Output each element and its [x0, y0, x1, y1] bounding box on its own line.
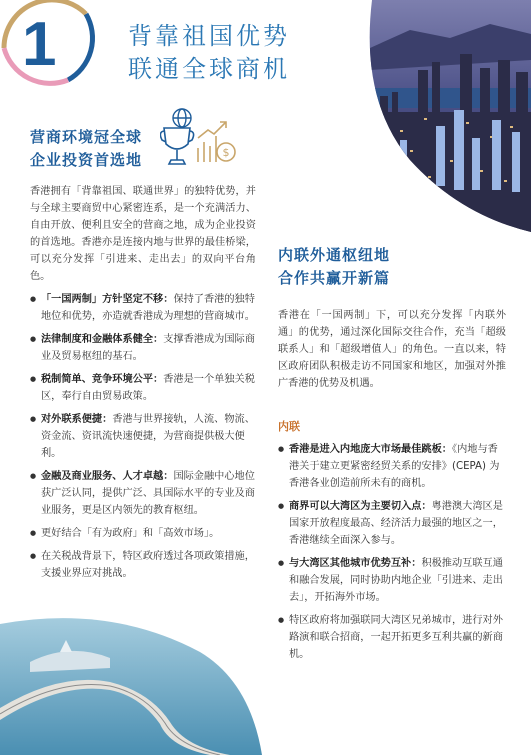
page-title: [128, 20, 290, 86]
bullet-text: 国际金融中心地位获广泛认同，提供广泛、具国际水平的专业及商业服务，更是区内领先的教育枢纽。: [41, 471, 255, 516]
bridge-photo: [0, 612, 262, 755]
bullet-lead: 香港是进入内地庞大市场最佳跳板：: [289, 444, 452, 455]
page-title-line-1: 背靠祖国优势: [128, 22, 290, 50]
bullet-text: 香港与世界接轨，人流、物流、资金流、资讯流快速便捷，为营商提供极大便利。: [41, 414, 255, 459]
hong-kong-skyline-photo: [340, 0, 531, 232]
left-heading-line-1: 营商环境冠全球: [30, 128, 143, 146]
list-item: [30, 371, 256, 405]
list-item: [30, 525, 256, 542]
bullet-lead: 税制简单、竞争环境公平：: [41, 374, 164, 385]
bullet-text: 粤港澳大湾区是国家开放程度最高、经济活力最强的地区之一，香港继续全面深入参与。: [289, 501, 503, 546]
list-item: [30, 548, 256, 582]
list-item: [30, 468, 256, 519]
right-section-heading: [278, 244, 390, 290]
bullet-text: 支撑香港成为国际商业及贸易枢纽的基石。: [41, 334, 255, 362]
list-item: [278, 612, 506, 663]
bullet-text: 在关税战背景下，特区政府透过各项政策措施，支援业界应对挑战。: [41, 551, 255, 579]
dollar-coin-icon: [217, 143, 235, 161]
list-item: [30, 411, 256, 462]
bullet-lead: 金融及商业服务、人才卓越：: [41, 471, 174, 482]
bullet-lead: 法律制度和金融体系健全：: [41, 334, 164, 345]
bullet-text: 《内地与香港关于建立更紧密经贸关系的安排》(CEPA) 为香港各业创造前所未有的商机。: [289, 444, 500, 489]
left-intro-paragraph: 香港拥有「背靠祖国、联通世界」的独特优势，并与全球主要商贸中心紧密连系，是一个充满活力、自由开放、便利且安全的营商之地，成为企业投资的首选地。香港亦是连接内地与世界的最佳桥梁，可以充分发挥「引进来、走出去」的双向平台角色。: [30, 186, 256, 282]
bullet-text: 保持了香港的独特地位和优势，亦造就香港成为理想的营商城市。: [41, 294, 255, 322]
left-heading-line-2: 企业投资首选地: [30, 151, 143, 169]
section-number: 1: [22, 10, 57, 79]
investment-icon-group: [160, 108, 238, 172]
left-section-heading: [30, 126, 142, 172]
svg-text:$: $: [222, 146, 230, 159]
right-heading-line-1: 内联外通枢纽地: [278, 246, 391, 264]
bullet-lead: 商界可以大湾区为主要切入点：: [289, 501, 432, 512]
right-intro-paragraph: 香港在「一国两制」下，可以充分发挥「内联外通」的优势，通过深化国际交往合作，充当「超级联系人」和「超级增值人」的角色。一直以来，特区政府团队积极走访不同国家和地区，加强对外推广香港的优势及机遇。: [278, 310, 506, 389]
bullet-text: 特区政府将加强联同大湾区兄弟城市，进行对外路演和联合招商，一起开拓更多互利共赢的新商机。: [289, 615, 503, 660]
bullet-text: 香港是一个单独关税区，奉行自由贸易政策。: [41, 374, 255, 402]
list-item: [30, 291, 256, 325]
bullet-lead: 与大湾区其他城市优势互补：: [289, 558, 422, 569]
list-item: [278, 498, 506, 549]
bullet-text: 积极推动互联互通和融合发展，同时协助内地企业「引进来、走出去」，开拓海外市场。: [289, 558, 503, 603]
list-item: [30, 331, 256, 365]
list-item: [278, 555, 506, 606]
globe-icon: [173, 109, 191, 127]
right-bullet-list: [278, 441, 506, 669]
page-title-line-2: 联通全球商机: [128, 55, 290, 83]
right-subheading: 内联: [278, 420, 300, 433]
left-bullet-list: [30, 291, 256, 588]
list-item: [278, 441, 506, 492]
right-heading-line-2: 合作共赢开新篇: [278, 269, 391, 287]
bullet-lead: 「一国两制」方针坚定不移：: [41, 294, 174, 305]
trophy-icon: [160, 128, 193, 164]
bullet-text: 更好结合「有为政府」和「高效市场」。: [41, 528, 220, 539]
bullet-lead: 对外联系便捷：: [41, 414, 113, 425]
